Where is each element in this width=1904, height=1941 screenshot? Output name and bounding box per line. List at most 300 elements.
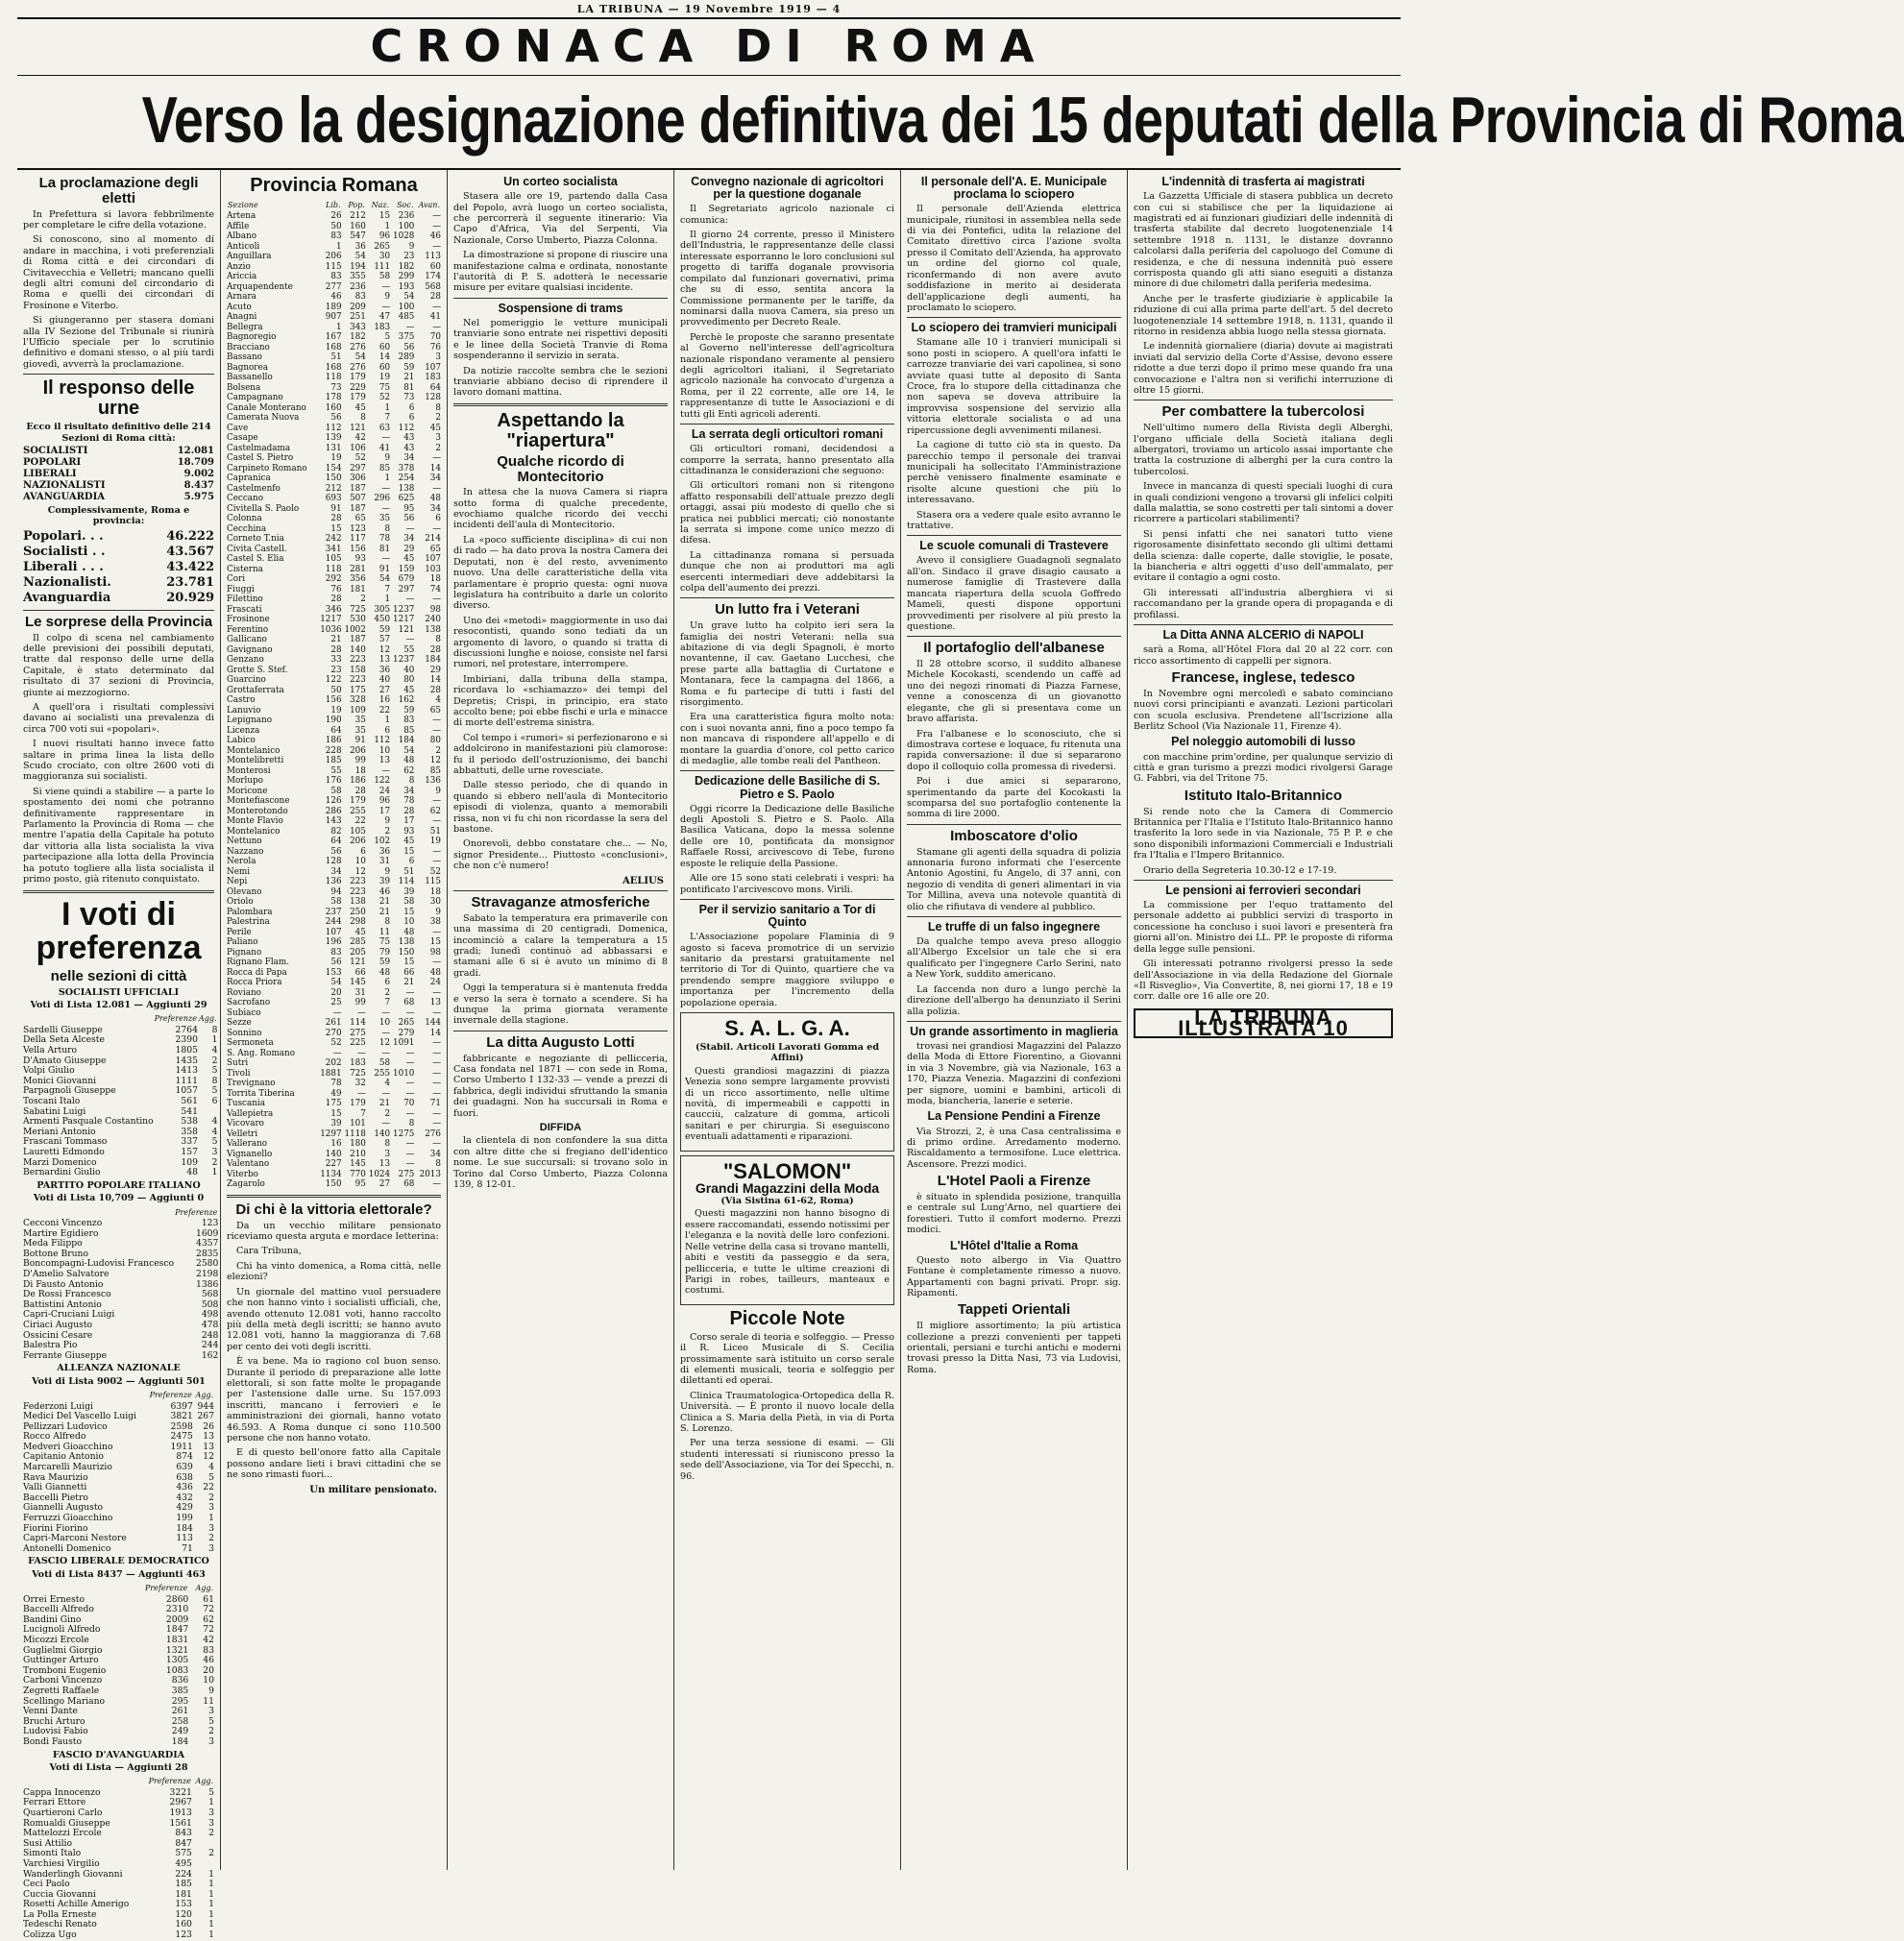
vote-count: 52 <box>330 1038 342 1049</box>
vote-count: 75 <box>378 382 391 393</box>
vote-count: 1091 <box>393 1038 415 1049</box>
added-votes: 2 <box>208 1492 214 1503</box>
column-header: Avan. <box>418 201 440 209</box>
section-name: Canale Monterano <box>227 402 306 413</box>
advertisement <box>680 1012 894 1152</box>
added-votes: 8 <box>211 1075 218 1086</box>
vote-count: 24 <box>429 978 441 988</box>
table-row <box>227 736 441 746</box>
divider <box>680 597 894 598</box>
candidate-name: Venni Dante <box>23 1706 78 1717</box>
section-name: Nazzano <box>227 846 264 857</box>
vote-count: 298 <box>350 917 366 928</box>
vote-count: 2 <box>360 594 366 605</box>
vote-count: 276 <box>350 362 366 373</box>
vote-count: 121 <box>350 958 366 968</box>
candidate-name: Giannelli Augusto <box>23 1502 104 1514</box>
table-row <box>23 1168 217 1178</box>
article-paragraph: Gli interessati potranno rivolgersi presso la sede dell'Associazione in via della Redazione del Giornale «Il Risveglio», Via Convertite, 8, nei giorni 17, 18 e 19 corr. dalle ore 16 alle ore 20. <box>1134 958 1393 1003</box>
table-row <box>227 453 441 464</box>
vote-count: 112 <box>398 423 415 433</box>
vote-count: — <box>432 725 441 736</box>
section-name: Torrita Tiberina <box>227 1088 295 1099</box>
party-votes: 46.222 <box>166 528 214 544</box>
vote-count: 114 <box>350 1018 366 1029</box>
section-name: Rocca Priora <box>227 978 282 988</box>
vote-count: — <box>381 1088 391 1099</box>
preference-votes: 2967 <box>169 1797 192 1808</box>
vote-count: 68 <box>403 998 415 1008</box>
table-row <box>227 211 441 222</box>
added-votes: 46 <box>203 1655 214 1666</box>
vote-count: — <box>405 322 415 332</box>
candidate-name: Zegretti Raffaele <box>23 1685 100 1696</box>
vote-count: 107 <box>425 554 441 565</box>
candidate-name: Romualdi Giuseppe <box>23 1817 110 1829</box>
column-header: Soc. <box>397 201 414 209</box>
preference-votes: 358 <box>181 1126 198 1137</box>
vote-count: 65 <box>354 514 366 524</box>
candidate-name: Capitanio Antonio <box>23 1451 104 1463</box>
added-votes: 1 <box>211 1167 218 1178</box>
article-paragraph: Fra l'albanese e lo sconosciuto, che si dimostrava cortese e loquace, fu ritenuta una rapida conversazione: il due si separarono dopo il colloquio colla promessa di rivedersi. <box>907 728 1121 772</box>
preference-votes: 498 <box>201 1309 219 1321</box>
vote-count: 15 <box>403 907 415 917</box>
vote-count: — <box>381 1028 391 1038</box>
added-votes: 1 <box>208 1919 214 1930</box>
table-row <box>227 252 441 262</box>
vote-count: 186 <box>325 736 342 746</box>
preference-votes: 2009 <box>165 1613 189 1625</box>
vote-count: 625 <box>398 494 415 504</box>
vote-count: 2 <box>384 1108 391 1119</box>
table-row <box>227 1058 441 1069</box>
candidate-name: Bruchi Arturo <box>23 1715 85 1727</box>
vote-count: 28 <box>330 514 342 524</box>
vote-count: 28 <box>429 644 441 655</box>
table-row <box>227 282 441 293</box>
preference-votes: 6397 <box>170 1400 193 1412</box>
article-title: Istituto Italo-Britannico <box>1184 787 1343 804</box>
article-paragraph: Perchè le proposte che saranno presentate al Governo nell'interesse dell'agricoltura nazionale rispondano veramente al pensiero degli agricoltori italiani, il Segretariato agricolo nazionale ha convocato d'urgenza a Roma, per il 22 corrente, alle ore 14, le rappresentanze di tutte le Associazioni e di tutti gli Enti agricoli aderenti. <box>680 331 894 420</box>
table-row <box>227 323 441 333</box>
vote-count: 107 <box>425 362 441 373</box>
vote-count: 206 <box>350 837 366 847</box>
article-title: Aspettando la "riapertura" <box>497 409 624 451</box>
column-4 <box>674 170 901 1870</box>
vote-count: 54 <box>403 745 415 756</box>
candidate-name: Frascani Tommaso <box>23 1136 108 1148</box>
article-paragraph: Nell'ultimo numero della Rivista degli Alberghi, l'organo ufficiale della Società italiana degli albergatori, troviamo un articolo assai importante che tratta la costruzione di alberghi per la cura contro la tubercolosi. <box>1134 423 1393 477</box>
article-paragraph: E di questo bell'onore fatto alla Capitale possono andare lieti i bravi cittadini che se ne sono rimasti fuori... <box>227 1447 441 1481</box>
party-votes: 12.081 <box>177 446 214 456</box>
candidate-name: Baccelli Pietro <box>23 1492 88 1503</box>
vote-count: 49 <box>330 1088 342 1099</box>
vote-count: 94 <box>330 886 342 897</box>
vote-count: 22 <box>378 705 391 716</box>
section-title: CRONACA DI ROMA <box>370 20 1048 72</box>
table-row <box>227 464 441 474</box>
article-title: Imboscatore d'olio <box>950 827 1078 844</box>
added-votes: 72 <box>203 1624 214 1636</box>
party-votes: 9.002 <box>183 469 214 479</box>
table-row <box>227 837 441 847</box>
preference-votes: 1913 <box>169 1807 192 1818</box>
table-row <box>227 746 441 757</box>
article-paragraph: Orario della Segreteria 10.30-12 e 17-19. <box>1143 864 1337 876</box>
article-paragraph: Anche per le trasferte giudiziarie è applicabile la riduzione di cui alla prima parte dell'art. 5 del decreto luogotenenziale 14 settembre 1918, n. 1131, quando il ritorno in residenza abbia luogo nella stessa giornata. <box>1134 293 1393 337</box>
article-signature: AELIUS <box>622 875 664 886</box>
article-paragraph: Alle ore 15 sono stati celebrati i vespri: ha pontificato l'arcivescovo mons. Virili. <box>680 873 894 895</box>
vote-count: 34 <box>403 534 415 545</box>
preference-votes: 3821 <box>170 1411 193 1422</box>
article-paragraph: Stasera alle ore 19, partendo dalla Casa del Popolo, avrà luogo un corteo socialista, che percorrerà il seguente itinerario: Via Capo d'Africa, Via del Serpenti, Via Nazionale, Corso Umberto, Piazza Colonna. <box>453 191 668 246</box>
candidate-name: Battistini Antonio <box>23 1298 102 1310</box>
section-name: Montefiascone <box>227 796 290 807</box>
vote-count: — <box>432 987 441 998</box>
vote-count: 15 <box>429 937 441 948</box>
vote-count: 43 <box>403 443 415 453</box>
columns <box>17 168 1401 1941</box>
vote-count: 54 <box>403 292 415 303</box>
vote-count: 261 <box>325 1018 342 1029</box>
article-paragraph: In attesa che la nuova Camera si riapra sotto forma di qualche precedente, evochiamo qualche ricordo dei vecchi incidenti dell'aula di Montecitorio. <box>453 487 668 531</box>
vote-count: 70 <box>429 332 441 343</box>
section-name: Cave <box>227 423 249 433</box>
vote-count: — <box>432 221 441 231</box>
ad-text: Questi grandiosi magazzini di piazza Venezia sono sempre largamente provvisti di un ricco assortimento, nelle ultime novità, di impermeabili e cappotti in caucciù, calzature di gomma, articoli sanitari e per chirurgia. Si eseguiscono eventuali adattamenti e riparazioni. <box>685 1065 890 1143</box>
article-paragraph: Oggi la temperatura si è mantenuta fredda e verso la sera è tornato a scendere. Si ha dunque la prima giornata veramente invernale della stagione. <box>453 983 668 1027</box>
vote-count: — <box>381 433 391 444</box>
section-name: Licenza <box>227 725 260 736</box>
section-name: Palombara <box>227 907 273 917</box>
party-name: Liberali . . . <box>23 559 104 574</box>
vote-count: 265 <box>374 241 391 252</box>
vote-count: 85 <box>403 725 415 736</box>
added-votes: 1 <box>208 1797 214 1808</box>
section-name: Gallicano <box>227 635 267 645</box>
vote-count: 9 <box>435 786 441 796</box>
article-title: L'Hotel Paoli a Firenze <box>937 1173 1091 1190</box>
article-paragraph: Il 28 ottobre scorso, il suddito albanese Michele Kocokasti, scendendo un caffè ad uno dei negozi rinomati di Piazza Farnese, venne a conoscenza di un giovanotto elegante, che gli si presentava come un bravo affarista. <box>907 659 1121 725</box>
section-name: Bagnorea <box>227 362 268 373</box>
table-row <box>23 1582 214 1594</box>
main-headline: Verso la designazione definitiva dei 15 deputati della Provincia di Roma <box>141 84 1904 157</box>
vote-count: — <box>432 1068 441 1079</box>
vote-count: 167 <box>325 332 342 343</box>
preference-votes: 2598 <box>170 1420 193 1432</box>
vote-count: 156 <box>325 695 342 706</box>
added-votes: 4 <box>211 1116 218 1128</box>
divider <box>907 1021 1121 1022</box>
vote-count: 343 <box>350 322 366 332</box>
vote-count: — <box>432 1079 441 1089</box>
candidate-name: Lucignoli Alfredo <box>23 1624 101 1636</box>
added-votes: 1 <box>208 1513 214 1524</box>
vote-count: 1134 <box>320 1169 342 1179</box>
party-name: AVANGUARDIA <box>23 492 106 502</box>
section-name: Lanuvio <box>227 705 261 716</box>
vote-count: 96 <box>378 231 391 242</box>
vote-count: 297 <box>350 463 366 473</box>
vote-count: 16 <box>378 695 391 706</box>
article-title: Le sorprese della Provincia <box>24 613 213 630</box>
vote-count: 1010 <box>393 1068 415 1079</box>
article-paragraph: In Prefettura si lavora febbrilmente per completare le cifre della votazione. <box>23 208 214 230</box>
logo-text: LA TRIBUNA ILLUSTRATA <box>1178 1005 1332 1041</box>
party-name: Socialisti . . <box>23 544 106 559</box>
divider <box>227 1195 441 1198</box>
column-1 <box>17 170 221 1941</box>
vote-count: — <box>405 1007 415 1018</box>
added-votes: 4 <box>211 1126 218 1137</box>
vote-count: 175 <box>325 1099 342 1109</box>
tribuna-illustrata-logo[interactable] <box>1134 1005 1393 1041</box>
vote-count: 100 <box>398 221 415 231</box>
vote-count: 9 <box>384 453 391 464</box>
article-paragraph: Stamane gli agenti della squadra di polizia annonaria furono informati che l'esercente Antonio Agostini, fu Angelo, di 37 anni, con negozio di vendita di generi alimentari in via Tor Millina, aveva una notevole quantità di olio che rifiutava di vendere al pubblico. <box>907 846 1121 912</box>
table-row <box>227 937 441 948</box>
vote-count: 93 <box>403 826 415 837</box>
preference-votes: 181 <box>175 1888 192 1900</box>
vote-count: 48 <box>429 967 441 978</box>
table-row <box>227 787 441 797</box>
party-votes: 43.567 <box>166 544 214 559</box>
list-heading: FASCIO LIBERALE DEMOCRATICO <box>28 1556 209 1567</box>
vote-count: 202 <box>325 1058 342 1069</box>
vote-count: 81 <box>403 382 415 393</box>
vote-count: — <box>381 554 391 565</box>
vote-count: 66 <box>354 967 366 978</box>
candidate-name: D'Amato Giuseppe <box>23 1055 107 1066</box>
candidate-name: Capri-Marconi Nestore <box>23 1533 127 1544</box>
vote-count: 39 <box>378 877 391 887</box>
article-paragraph: Si giungeranno per stasera domani alla IV Sezione del Tribunale si riunirà l'Ufficio speciale per lo scrutinio definitivo e domani stesso, o al più tardi giovedì, avverrà la proclamazione. <box>23 315 214 370</box>
article-paragraph: Da notizie raccolte sembra che le sezioni tranviarie abbiano deciso di riprendere il lavoro domani mattina. <box>453 365 668 399</box>
candidate-name: Bondi Fausto <box>23 1735 83 1747</box>
added-votes: 13 <box>203 1431 214 1443</box>
vote-count: 10 <box>378 1018 391 1029</box>
preference-votes: 436 <box>176 1482 193 1493</box>
divider <box>680 770 894 771</box>
candidate-name: Cecconi Vincenzo <box>23 1217 103 1228</box>
section-name: Castelmenfo <box>227 483 281 494</box>
vote-count: 3 <box>384 1149 391 1159</box>
vote-count: 79 <box>378 947 391 958</box>
divider <box>1134 624 1393 625</box>
vote-count: 296 <box>374 494 391 504</box>
vote-count: 36 <box>378 846 391 857</box>
table-row <box>227 1129 441 1140</box>
candidate-name: Susi Attilio <box>23 1837 72 1849</box>
vote-count: — <box>357 1048 366 1058</box>
table-row <box>227 363 441 374</box>
vote-count: 28 <box>354 786 366 796</box>
article-paragraph: Il Segretariato agricolo nazionale ci comunica: <box>680 204 894 226</box>
table-row <box>227 645 441 656</box>
section-name: Ceccano <box>227 494 263 504</box>
vote-count: 225 <box>350 1038 366 1049</box>
table-row <box>23 1930 214 1941</box>
vote-count: 54 <box>354 352 366 363</box>
vote-count: 530 <box>350 615 366 625</box>
article-subtitle: Qualche ricordo di Montecitorio <box>497 452 624 485</box>
vote-count: 58 <box>330 786 342 796</box>
total-results-table <box>23 529 214 606</box>
vote-count: 43 <box>403 433 415 444</box>
candidate-name: La Polla Erneste <box>23 1908 97 1920</box>
notice-heading: DIFFIDA <box>539 1122 582 1134</box>
table-row <box>227 585 441 595</box>
party-votes: 18.709 <box>177 457 214 468</box>
article-title: La ditta Augusto Lotti <box>486 1033 635 1051</box>
article-paragraph: Le indennità giornaliere (diaria) dovute ai magistrati inviati dal servizio della Corte d'Assise, devono essere ridotte a due terzi dopo il primo mese quando fra una convocazione e l'altra non si verifichi interruzione di oltre 15 giorni. <box>1134 341 1393 397</box>
vote-count: 285 <box>350 937 366 948</box>
vote-count: 60 <box>378 362 391 373</box>
vote-count: 46 <box>429 231 441 242</box>
vote-count: 277 <box>325 281 342 292</box>
vote-count: 154 <box>325 463 342 473</box>
preference-votes: 3221 <box>169 1786 192 1798</box>
vote-count: 68 <box>403 1179 415 1190</box>
article-paragraph: Via Strozzi, 2, è una Casa centralissima e di primo ordine. Arredamento moderno. Riscaldamento a termosifone. Luce elettrica. Ascensore. Prezzi modici. <box>907 1126 1121 1170</box>
vote-count: 28 <box>403 806 415 816</box>
vote-count: 189 <box>325 302 342 312</box>
vote-count: 70 <box>403 1099 415 1109</box>
column-header: Preferenze <box>154 1014 197 1024</box>
section-name: Vallepietra <box>227 1108 274 1119</box>
vote-count: 65 <box>429 544 441 554</box>
candidate-name: Guttinger Arturo <box>23 1655 99 1666</box>
divider <box>907 535 1121 536</box>
vote-count: 183 <box>350 1058 366 1069</box>
added-votes: 22 <box>203 1482 214 1493</box>
preference-votes: 2475 <box>170 1431 193 1443</box>
vote-count: 281 <box>350 564 366 574</box>
preference-votes: 1561 <box>169 1817 192 1829</box>
vote-count: 8 <box>435 402 441 413</box>
vote-count: 122 <box>374 776 391 787</box>
vote-count: 95 <box>354 1179 366 1190</box>
section-name: Bellegra <box>227 322 263 332</box>
added-votes: 83 <box>203 1644 214 1656</box>
vote-count: 35 <box>354 725 366 736</box>
table-row <box>227 625 441 636</box>
table-row <box>23 492 214 503</box>
section-name: Palestrina <box>227 917 270 928</box>
candidate-name: Rava Maurizio <box>23 1471 88 1483</box>
vote-count: — <box>405 987 415 998</box>
vote-count: 128 <box>425 393 441 403</box>
vote-count: 1237 <box>393 655 415 666</box>
added-votes: 3 <box>208 1502 214 1514</box>
article-title: Sospensione di trams <box>498 301 623 315</box>
vote-count: 74 <box>429 584 441 594</box>
divider <box>680 424 894 425</box>
preference-votes: 1413 <box>175 1065 198 1077</box>
vote-count: — <box>432 594 441 605</box>
article-title: Provincia Romana <box>250 175 418 196</box>
section-name: Montelanico <box>227 745 281 756</box>
article-paragraph: I nuovi risultati hanno invece fatto saltare in prima linea la lista dello Scudo crociato, con oltre 2600 voti di maggioranza sui socialisti. <box>23 739 214 783</box>
vote-count: 212 <box>350 211 366 222</box>
vote-count: 168 <box>325 342 342 352</box>
vote-count: 255 <box>374 1068 391 1079</box>
vote-count: 185 <box>325 756 342 766</box>
section-name: Sutri <box>227 1058 249 1069</box>
column-3 <box>448 170 674 1870</box>
vote-count: 112 <box>325 423 342 433</box>
vote-count: 28 <box>330 594 342 605</box>
vote-count: 60 <box>429 261 441 272</box>
vote-count: 6 <box>408 402 415 413</box>
vote-count: 12 <box>429 756 441 766</box>
vote-count: 275 <box>398 1169 415 1179</box>
added-votes: 3 <box>208 1807 214 1818</box>
vote-count: — <box>357 1007 366 1018</box>
candidate-name: Bernardini Giulio <box>23 1167 101 1178</box>
vote-count: 62 <box>403 765 415 776</box>
preference-votes: 2764 <box>175 1024 198 1035</box>
table-row <box>227 867 441 878</box>
preference-votes: 2390 <box>175 1034 198 1046</box>
vote-count: 187 <box>350 483 366 494</box>
article-title: I voti di preferenza <box>36 895 202 967</box>
article-paragraph: La «poco sufficiente disciplina» di cui non di rado — ha dato prova la nostra Camera dei Deputati, non è del resto, avvenimento nuovo. Una delle caratteristiche della vita parlamentare è proprio questa: ogni nuova legislatura ha contribuito a darle un colorito diverso. <box>453 534 668 612</box>
party-name: Popolari. . . <box>23 528 104 544</box>
table-row <box>227 816 441 827</box>
table-row <box>227 1079 441 1089</box>
preference-votes: 1435 <box>175 1055 198 1066</box>
vote-count: 15 <box>378 211 391 222</box>
candidate-name: Medveri Gioacchino <box>23 1441 113 1452</box>
vote-count: 48 <box>378 967 391 978</box>
section-name: Albano <box>227 231 257 242</box>
vote-count: 292 <box>325 574 342 585</box>
preference-votes: 561 <box>181 1096 198 1106</box>
article-title: Piccole Note <box>729 1307 845 1329</box>
table-row <box>227 857 441 867</box>
party-name: SOCIALISTI <box>23 446 88 456</box>
vote-count: 12 <box>378 644 391 655</box>
vote-count: 145 <box>350 978 366 988</box>
article-title: Le truffe di un falso ingegnere <box>927 919 1101 934</box>
section-name: Monte Flavio <box>227 816 283 827</box>
vote-count: 21 <box>378 897 391 908</box>
section-name: Rocca di Papa <box>227 967 287 978</box>
vote-count: 193 <box>398 281 415 292</box>
vote-count: 140 <box>325 1149 342 1159</box>
column-header: Agg. <box>195 1391 213 1400</box>
vote-count: 38 <box>429 917 441 928</box>
table-row <box>227 615 441 625</box>
vote-count: 143 <box>325 816 342 827</box>
vote-count: 91 <box>378 564 391 574</box>
vote-count: 82 <box>330 826 342 837</box>
vote-count: 56 <box>330 846 342 857</box>
vote-count: 58 <box>378 272 391 282</box>
section-name: Bassano <box>227 352 262 363</box>
vote-count: 126 <box>325 796 342 807</box>
vote-count: 181 <box>350 584 366 594</box>
preference-votes: 120 <box>175 1908 192 1920</box>
divider <box>453 403 668 406</box>
total-intro: Complessivamente, Roma e provincia: <box>47 505 190 527</box>
section-name: Colonna <box>227 514 262 524</box>
article-paragraph: Si rende noto che la Camera di Commercio Britannica per l'Italia e l'Istituto Italo-Britannico hanno trasferito la loro sede in via Nazionale, 75 P. P. e che sono disponibili informazioni Commerciali e Industriali fra l'Italia e l'Impero Britannico. <box>1134 806 1393 861</box>
candidate-name: De Rossi Francesco <box>23 1289 111 1300</box>
vote-count: 196 <box>325 937 342 948</box>
